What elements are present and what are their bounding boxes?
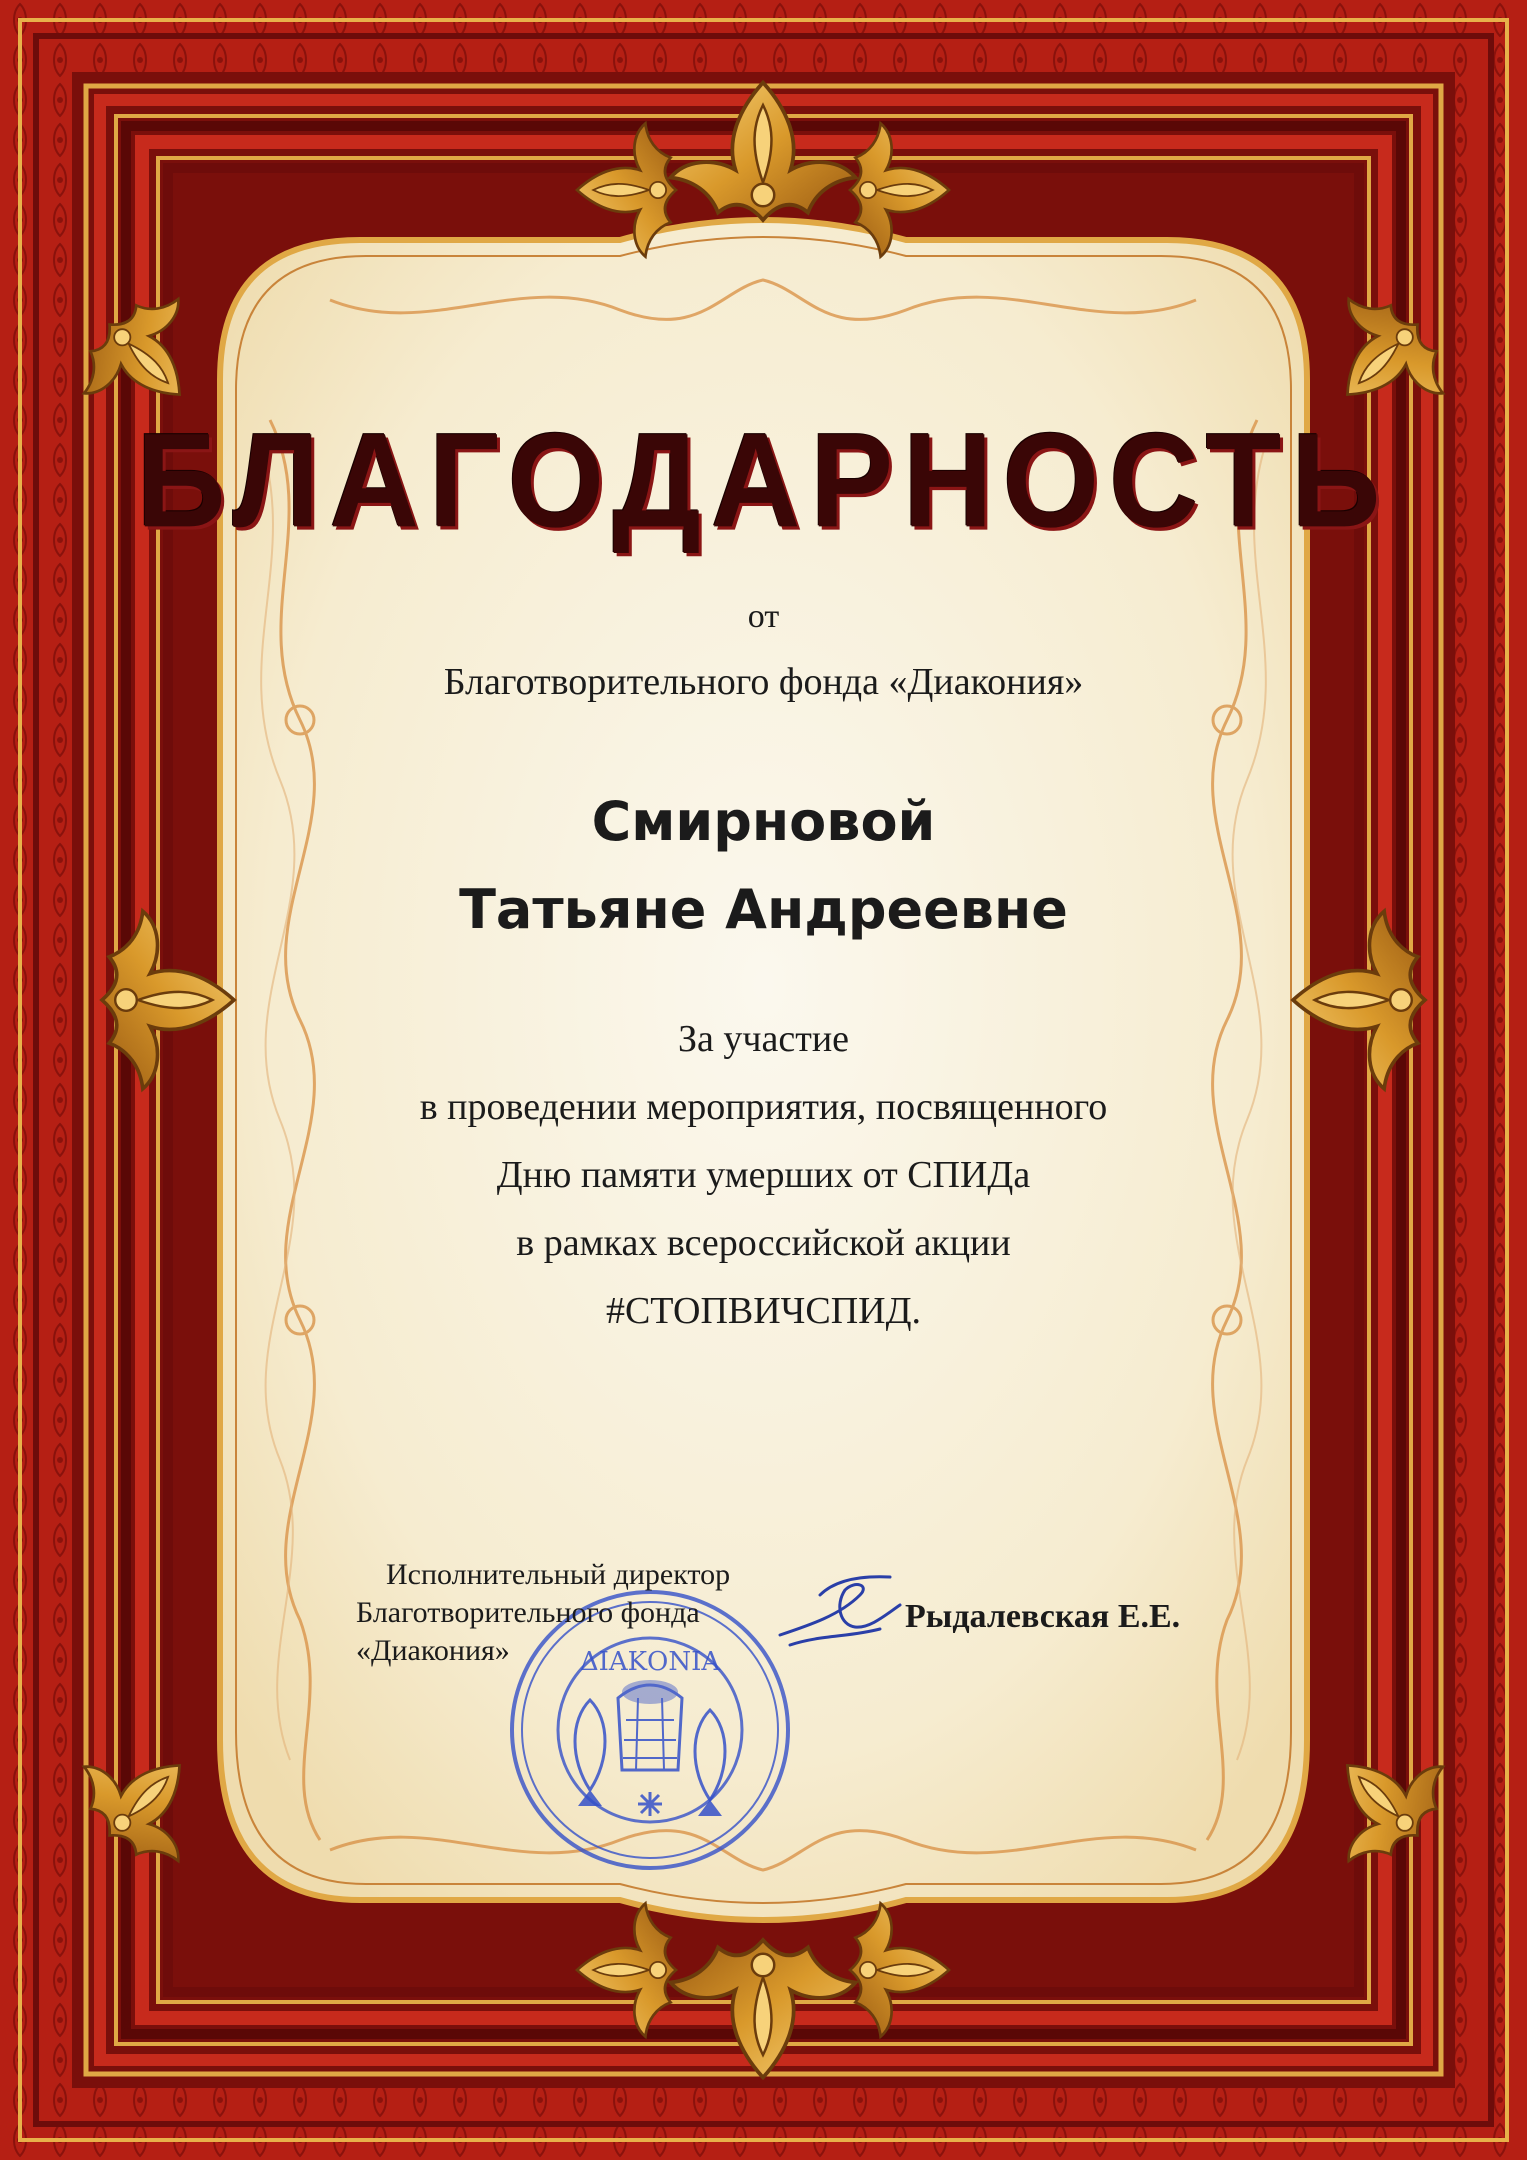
stamp-center-text: ΔΙΑΚΟΝΙΑ <box>579 1647 721 1677</box>
recipient-given-names: Татьяне Андреевне <box>459 878 1068 941</box>
signer-name: Рыдалевская Е.Е. <box>905 1598 1181 1635</box>
reason-line: в рамках всероссийской акции <box>516 1222 1011 1264</box>
reason-line: За участие <box>677 1018 850 1060</box>
reason-line: в проведении мероприятия, посвященного <box>419 1086 1108 1128</box>
position-line: Исполнительный директор <box>386 1558 731 1591</box>
position-line: «Диакония» <box>356 1634 510 1667</box>
signatory-position <box>330 1556 776 1670</box>
recipient-surname: Смирновой <box>591 790 936 853</box>
certificate-title: БЛАГОДАРНОСТЬ <box>136 406 1391 556</box>
from-label: от <box>747 598 780 635</box>
award-reason <box>0 1005 1527 1345</box>
organization-name: Благотворительного фонда «Диакония» <box>443 661 1084 703</box>
bread-basket-icon <box>618 1680 682 1770</box>
handwritten-signature <box>760 1565 910 1675</box>
reason-line: #СТОПВИЧСПИД. <box>605 1290 922 1332</box>
reason-line: Дню памяти умерших от СПИДа <box>496 1154 1031 1196</box>
star-icon <box>638 1792 662 1816</box>
position-line: Благотворительного фонда <box>356 1596 700 1629</box>
